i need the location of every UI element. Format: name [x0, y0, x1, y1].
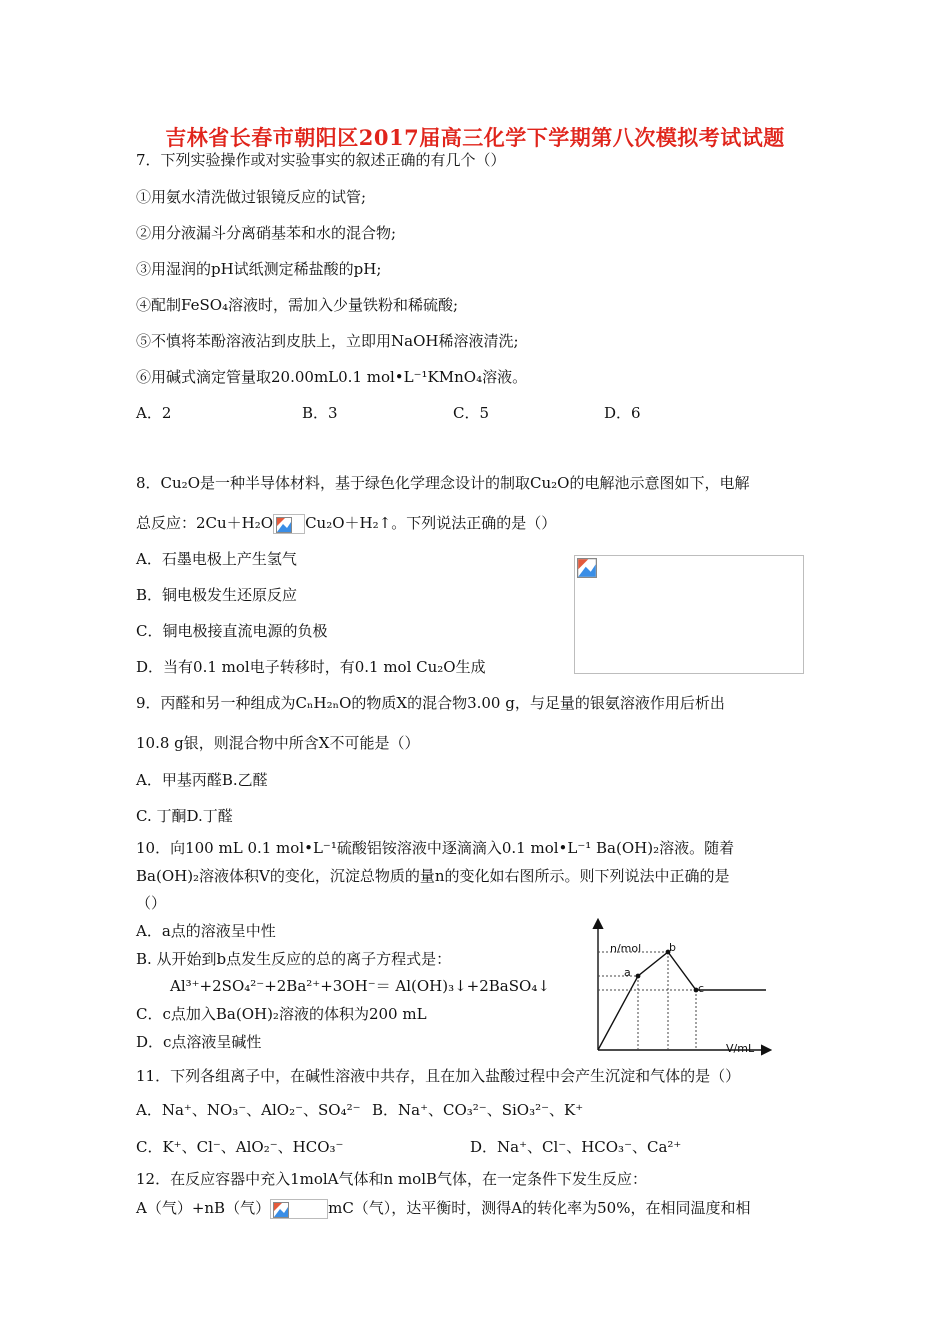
graph-label-b: b [669, 941, 676, 954]
q8-stem-line2 [136, 513, 556, 534]
q10-stem: 10．向100 mL 0.1 mol•L⁻¹硫酸铝铵溶液中逐滴滴入0.1 mol•L⁻¹ Ba(OH)₂溶液。随着 [136, 839, 735, 857]
q10-stem-line3: （） [136, 894, 167, 912]
q8-stem: 8．Cu₂O是一种半导体材料，基于绿色化学理念设计的制取Cu₂O的电解池示意图如下，电解 [136, 474, 750, 492]
q8-option-d: D．当有0.1 mol电子转移时，有0.1 mol Cu₂O生成 [136, 658, 486, 676]
broken-image-icon [273, 1202, 289, 1218]
q11-option-a: A．Na⁺、NO₃⁻、AlO₂⁻、SO₄²⁻ [136, 1101, 361, 1119]
q10-option-b: B. 从开始到b点发生反应的总的离子方程式是： [136, 950, 452, 968]
page-title: 吉林省长春市朝阳区2017届高三化学下学期第八次模拟考试试题 [165, 125, 785, 150]
q7-item-6: ⑥用碱式滴定管量取20.00mL0.1 mol•L⁻¹KMnO₄溶液。 [136, 368, 528, 386]
q7-item-4: ④配制FeSO₄溶液时，需加入少量铁粉和稀硫酸; [136, 296, 459, 314]
q10-ionic-equation: Al³⁺+2SO₄²⁻+2Ba²⁺+3OH⁻＝ Al(OH)₃↓+2BaSO₄↓ [170, 977, 550, 995]
q10-stem-line2: Ba(OH)₂溶液体积V的变化，沉淀总物质的量n的变化如右图所示。则下列说法中正确的是 [136, 867, 730, 885]
q8-option-a: A．石墨电极上产生氢气 [136, 550, 297, 568]
q7-option-d: D．6 [604, 404, 641, 422]
q8-option-b: B．铜电极发生还原反应 [136, 586, 298, 604]
graph-label-a: a [624, 966, 631, 979]
graph-y-label: n/mol [610, 942, 642, 955]
q10-option-d: D．c点溶液呈碱性 [136, 1033, 262, 1051]
q9-stem: 9．丙醛和另一种组成为CₙH₂ₙO的物质X的混合物3.00 g，与足量的银氨溶液作用后析出 [136, 694, 725, 712]
q9-options-cd: C. 丁酮D.丁醛 [136, 807, 233, 825]
q8-equation-right: Cu₂O＋H₂↑。下列说法正确的是（） [305, 514, 557, 532]
q8-arrow-image [273, 514, 305, 534]
q11-stem: 11．下列各组离子中，在碱性溶液中共存，且在加入盐酸过程中会产生沉淀和气体的是（） [136, 1067, 741, 1085]
q10-option-a: A．a点的溶液呈中性 [136, 922, 276, 940]
q11-option-c: C．K⁺、Cl⁻、AlO₂⁻、HCO₃⁻ [136, 1138, 344, 1156]
graph-point-a [636, 974, 641, 979]
broken-image-icon [577, 558, 597, 578]
q7-option-c: C．5 [453, 404, 490, 422]
q8-equation-left: 总反应：2Cu＋H₂O [136, 514, 274, 532]
precipitate-graph [588, 918, 774, 1058]
q7-item-5: ⑤不慎将苯酚溶液沾到皮肤上，立即用NaOH稀溶液清洗; [136, 332, 519, 350]
q7-item-1: ①用氨水清洗做过银镜反应的试管; [136, 188, 367, 206]
broken-image-icon [276, 517, 292, 533]
q8-option-c: C．铜电极接直流电源的负极 [136, 622, 328, 640]
q11-option-d: D．Na⁺、Cl⁻、HCO₃⁻、Ca²⁺ [470, 1138, 682, 1156]
q12-equation-left: A（气）+nB（气） [136, 1199, 271, 1217]
graph-label-c: c [698, 982, 705, 995]
q7-option-a: A．2 [136, 404, 172, 422]
q7-item-2: ②用分液漏斗分离硝基苯和水的混合物; [136, 224, 397, 242]
q12-stem: 12．在反应容器中充入1molA气体和n molB气体，在一定条件下发生反应： [136, 1170, 648, 1188]
q7-stem: 7．下列实验操作或对实验事实的叙述正确的有几个（） [136, 151, 506, 169]
q10-option-c: C．c点加入Ba(OH)₂溶液的体积为200 mL [136, 1005, 427, 1023]
q9-stem-line2: 10.8 g银，则混合物中所含X不可能是（） [136, 734, 420, 752]
graph-x-label: V/mL [726, 1042, 755, 1055]
q7-item-3: ③用湿润的pH试纸测定稀盐酸的pH; [136, 260, 382, 278]
q9-options-ab: A．甲基丙醛B.乙醛 [136, 771, 268, 789]
q12-equation-right: mC（气），达平衡时，测得A的转化率为50%，在相同温度和相 [328, 1199, 751, 1217]
q12-arrow-image [270, 1199, 328, 1219]
q12-stem-line2 [136, 1198, 750, 1219]
electrolysis-diagram-image [574, 555, 804, 674]
q11-option-b: B．Na⁺、CO₃²⁻、SiO₃²⁻、K⁺ [372, 1101, 584, 1119]
q7-option-b: B．3 [302, 404, 338, 422]
